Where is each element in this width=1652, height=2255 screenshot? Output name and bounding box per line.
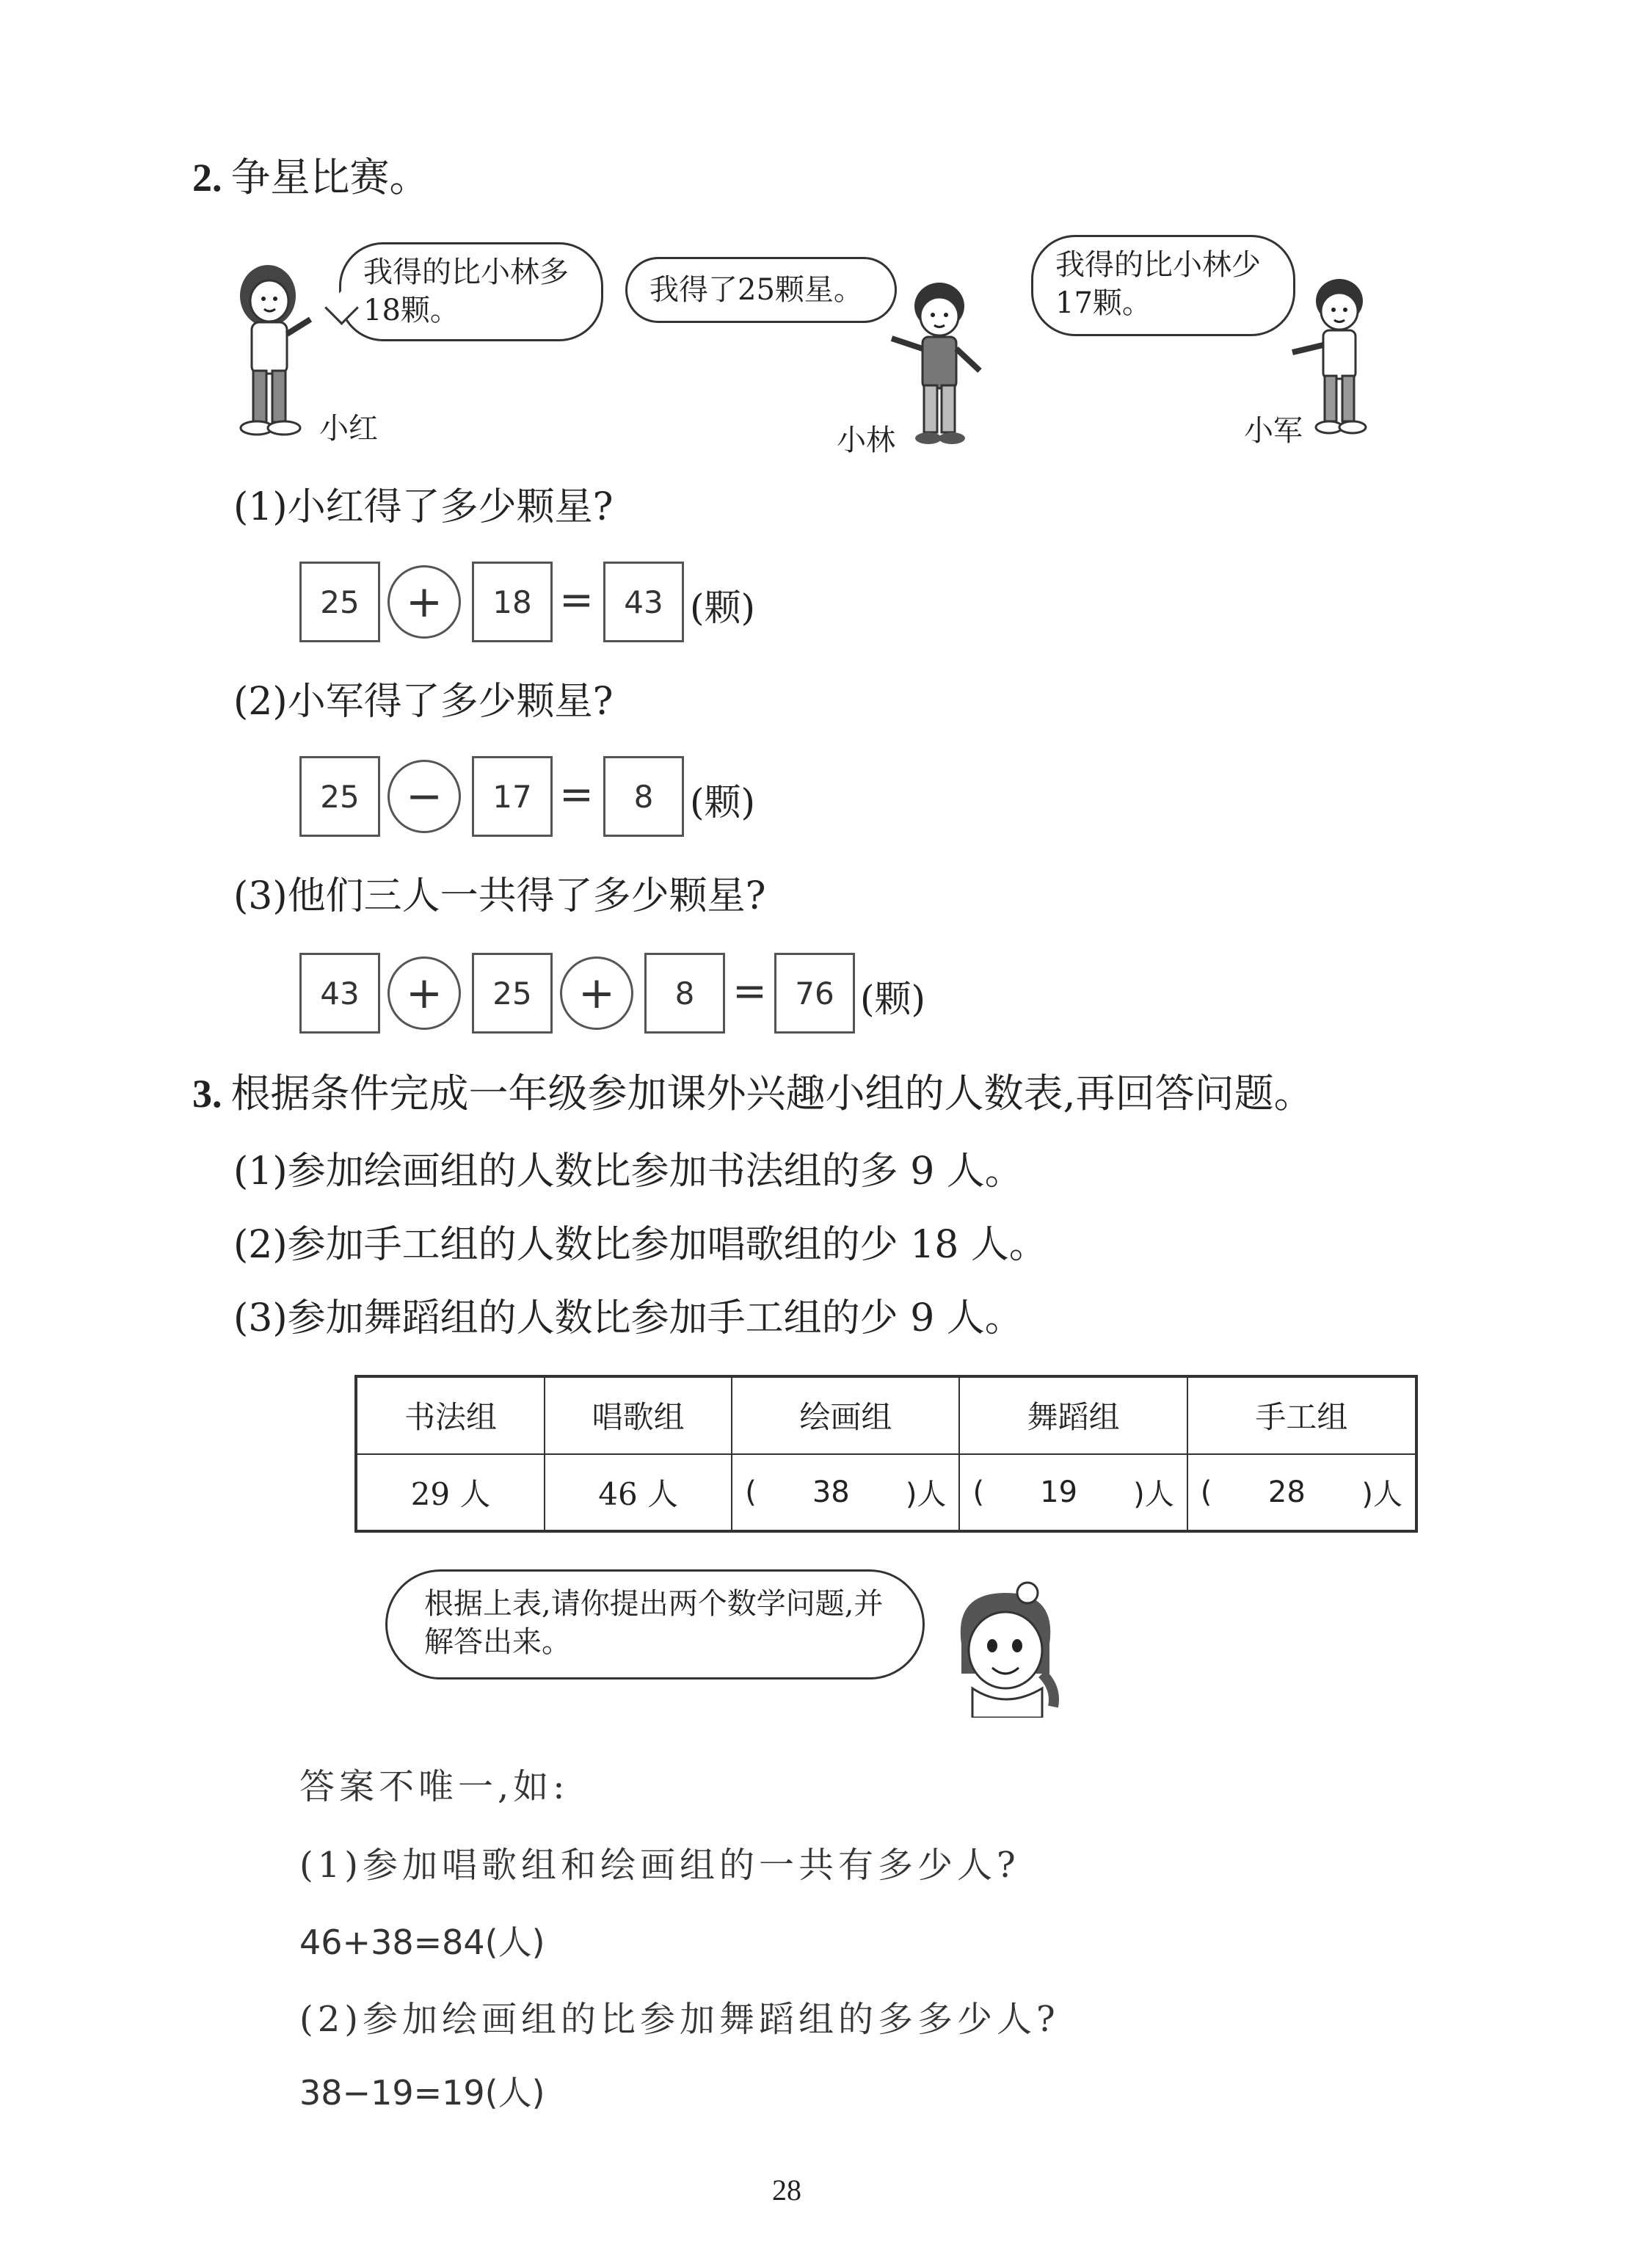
- filled-value: 19: [1040, 1475, 1078, 1509]
- paren-open: (: [745, 1475, 757, 1509]
- sub3-operand-b: 25: [472, 953, 553, 1034]
- xiaojun-figure: [1288, 272, 1391, 440]
- q3-title: 根据条件完成一年级参加课外兴趣小组的人数表,再回答问题。: [230, 1070, 1314, 1116]
- bubble-tail: [324, 291, 359, 325]
- table-row: [356, 1454, 1416, 1532]
- girl-speech-text: 根据上表,请你提出两个数学问题,并解答出来。: [424, 1587, 884, 1659]
- q2-sub3-question: (3)他们三人一共得了多少颗星?: [233, 874, 766, 918]
- sub1-result: 43: [603, 562, 684, 642]
- q2-sub1-question: (1)小红得了多少颗星?: [233, 485, 614, 529]
- sub3-unit: (颗): [860, 978, 926, 1020]
- table-cell-given: 29 人: [356, 1454, 545, 1532]
- sub1-operator: +: [387, 565, 461, 639]
- table-cell-given: 46 人: [545, 1454, 732, 1532]
- sub1-operand-b: 18: [472, 562, 553, 642]
- table-header-cell: 唱歌组: [545, 1376, 732, 1454]
- paren-close: )人: [1133, 1478, 1174, 1512]
- table-header-row: [356, 1376, 1416, 1454]
- filled-value: 38: [812, 1475, 850, 1509]
- page-number: 28: [772, 2174, 801, 2207]
- answer-question-2: (2)参加绘画组的比参加舞蹈组的多多少人?: [299, 1999, 1060, 2040]
- sub3-operator-2: +: [560, 956, 633, 1030]
- sub2-operand-b: 17: [472, 756, 553, 837]
- xiaohong-speech-text: 我得的比小林多18颗。: [363, 255, 569, 327]
- paren-open: (: [972, 1475, 985, 1509]
- table-cell-filled: [1187, 1454, 1416, 1532]
- table-header-cell: 舞蹈组: [959, 1376, 1187, 1454]
- table-cell-filled: [959, 1454, 1187, 1532]
- xiaojun-speech-text: 我得的比小林少17颗。: [1055, 248, 1261, 320]
- sub2-equals: =: [559, 771, 594, 818]
- sub2-operator: −: [387, 760, 461, 833]
- answer-intro: 答案不唯一,如:: [299, 1766, 570, 1807]
- sub2-unit: (颗): [690, 781, 756, 824]
- answer-solution-1: 46+38=84(人): [299, 1922, 545, 1962]
- q3-heading: [192, 1070, 1314, 1117]
- sub3-result: 76: [774, 953, 855, 1034]
- paren-open: (: [1200, 1475, 1212, 1509]
- xiaohong-speech-bubble: [339, 242, 603, 341]
- xiaolin-figure: [884, 275, 994, 451]
- sub3-operator-1: +: [387, 956, 461, 1030]
- sub2-result: 8: [603, 756, 684, 837]
- q3-condition-3: (3)参加舞蹈组的人数比参加手工组的少 9 人。: [233, 1296, 1023, 1340]
- paren-close: )人: [905, 1478, 947, 1512]
- sub3-operand-a: 43: [299, 953, 380, 1034]
- xiaolin-name: 小林: [837, 424, 895, 457]
- table-header-cell: 书法组: [356, 1376, 545, 1454]
- sub1-unit: (颗): [690, 587, 756, 629]
- table-header-cell: 手工组: [1187, 1376, 1416, 1454]
- xiaohong-name: 小红: [319, 412, 378, 446]
- q3-condition-2: (2)参加手工组的人数比参加唱歌组的少 18 人。: [233, 1223, 1047, 1267]
- q2-sub2-question: (2)小军得了多少颗星?: [233, 680, 614, 724]
- xiaohong-figure: [224, 261, 327, 444]
- girl-figure: [932, 1578, 1079, 1718]
- q3-number: 3.: [192, 1072, 222, 1116]
- table-cell-filled: [732, 1454, 959, 1532]
- interest-group-table: [354, 1375, 1418, 1533]
- q3-condition-1: (1)参加绘画组的人数比参加书法组的多 9 人。: [233, 1150, 1023, 1194]
- q2-heading: [192, 154, 429, 201]
- table-header-cell: 绘画组: [732, 1376, 959, 1454]
- answer-solution-2: 38−19=19(人): [299, 2073, 545, 2113]
- sub2-operand-a: 25: [299, 756, 380, 837]
- filled-value: 28: [1267, 1475, 1306, 1509]
- sub1-operand-a: 25: [299, 562, 380, 642]
- xiaolin-speech-bubble: [625, 257, 897, 323]
- answer-question-1: (1)参加唱歌组和绘画组的一共有多少人?: [299, 1845, 1020, 1886]
- sub1-equals: =: [559, 576, 594, 624]
- xiaolin-speech-text: 我得了25颗星。: [649, 273, 863, 307]
- girl-speech-bubble: [385, 1569, 925, 1680]
- paren-close: )人: [1361, 1478, 1402, 1512]
- sub3-equals: =: [732, 967, 767, 1015]
- q2-number: 2.: [192, 156, 222, 200]
- xiaojun-speech-bubble: [1031, 235, 1295, 336]
- xiaojun-name: 小军: [1244, 414, 1303, 448]
- sub3-operand-c: 8: [644, 953, 725, 1034]
- q2-title: 争星比赛。: [230, 154, 429, 200]
